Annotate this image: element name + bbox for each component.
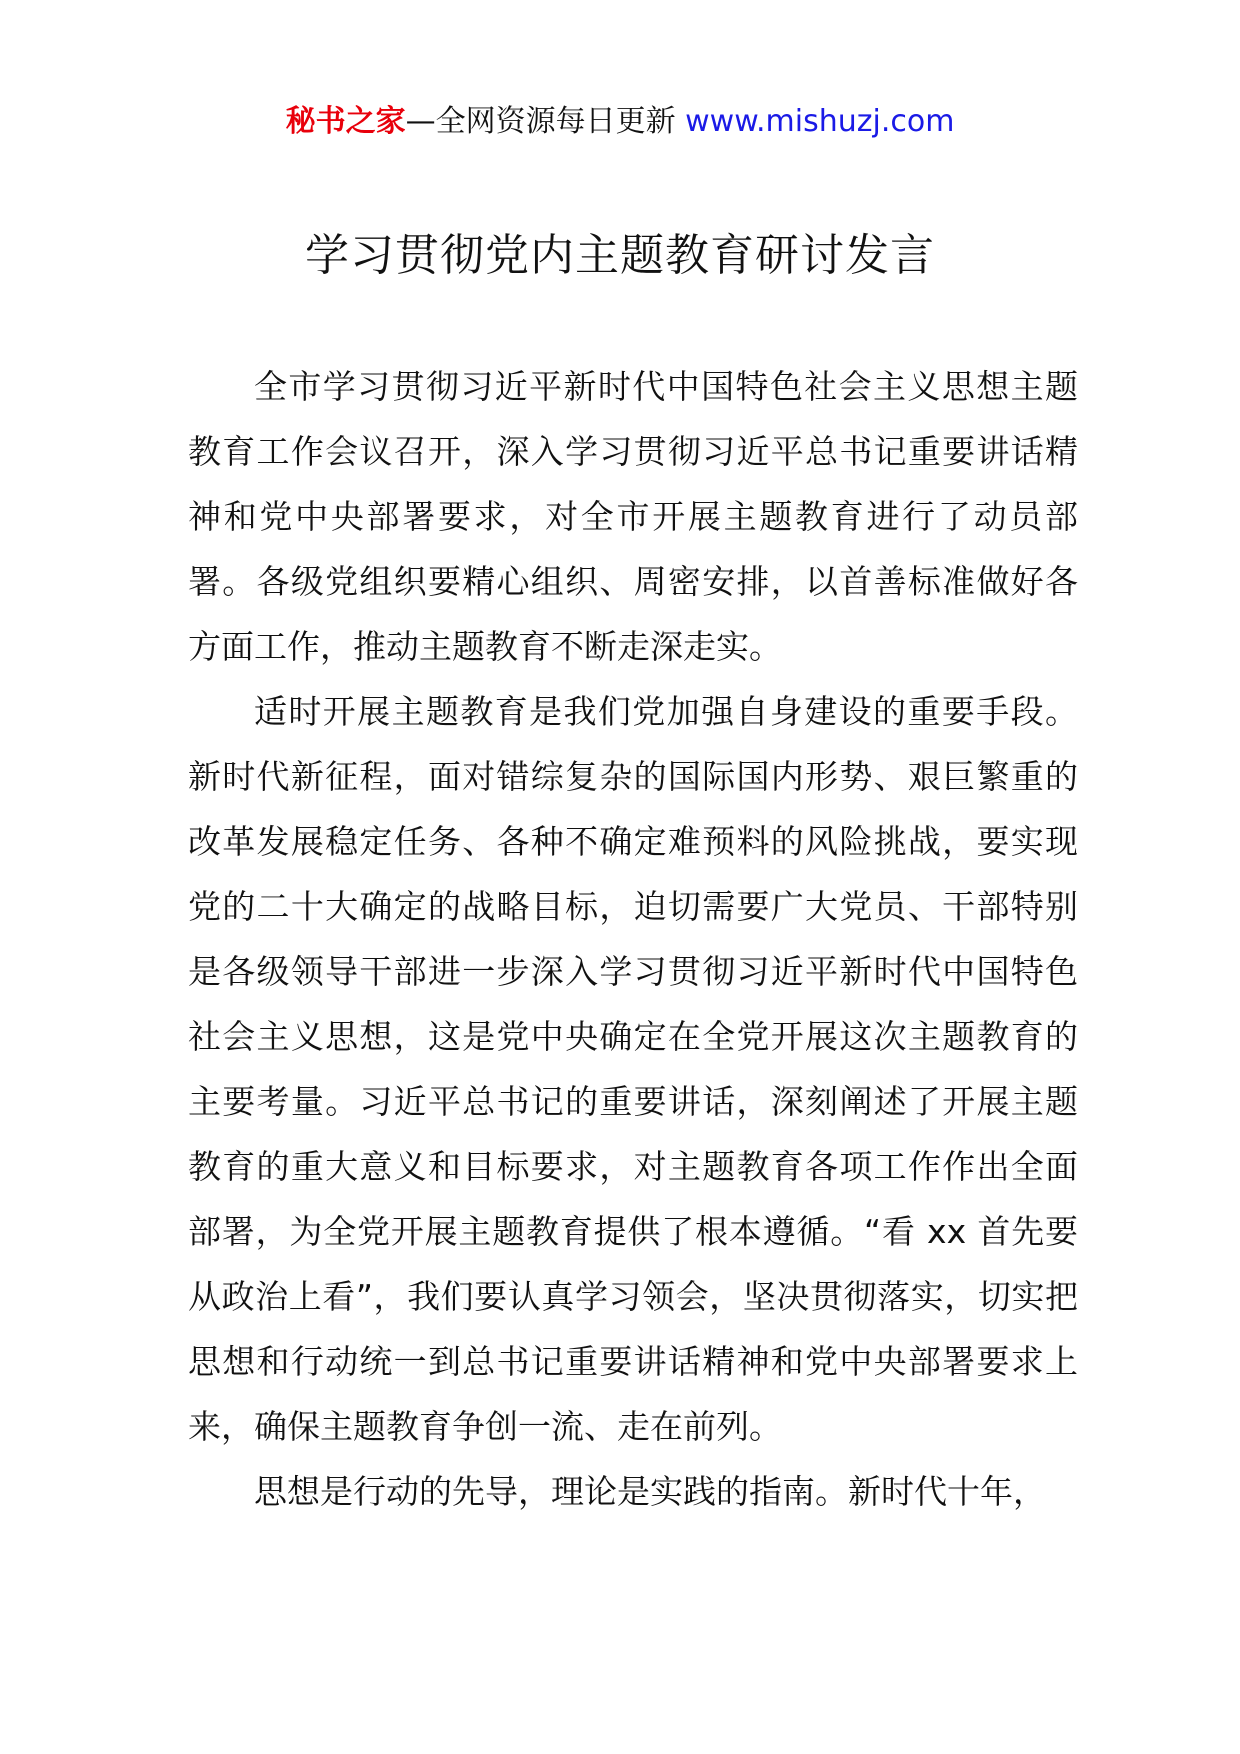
document-body [188,354,1078,1524]
document-title: 学习贯彻党内主题教育研讨发言 [305,230,935,281]
paragraph-3: 思想是行动的先导，理论是实践的指南。新时代十年， [254,1472,1046,1511]
site-header [0,100,1240,144]
header-tagline: —全网资源每日更新 [405,104,686,139]
paragraph-1: 全市学习贯彻习近平新时代中国特色社会主义思想主题教育工作会议召开，深入学习贯彻习近平总书记重要讲话精神和党中央部署要求，对全市开展主题教育进行了动员部署。各级党组织要精心组织、周密安排，以首善标准做好各方面工作，推动主题教育不断走深走实。 [188,367,1078,666]
brand-name: 秘书之家 [285,104,406,139]
paragraph-2: 适时开展主题教育是我们党加强自身建设的重要手段。新时代新征程，面对错综复杂的国际国内形势、艰巨繁重的改革发展稳定任务、各种不确定难预料的风险挑战，要实现党的二十大确定的战略目标，迫切需要广大党员、干部特别是各级领导干部进一步深入学习贯彻习近平新时代中国特色社会主义思想，这是党中央确定在全党开展这次主题教育的主要考量。习近平总书记的重要讲话，深刻阐述了开展主题教育的重大意义和目标要求，对主题教育各项工作作出全面部署，为全党开展主题教育提供了根本遵循。“看 xx 首先要从政治上看”，我们要认真学习领会，坚决贯彻落实，切实把思想和行动统一到总书记重要讲话精神和党中央部署要求上来，确保主题教育争创一流、走在前列。 [188,692,1078,1446]
site-url-link[interactable]: www.mishuzj.com [685,104,955,139]
